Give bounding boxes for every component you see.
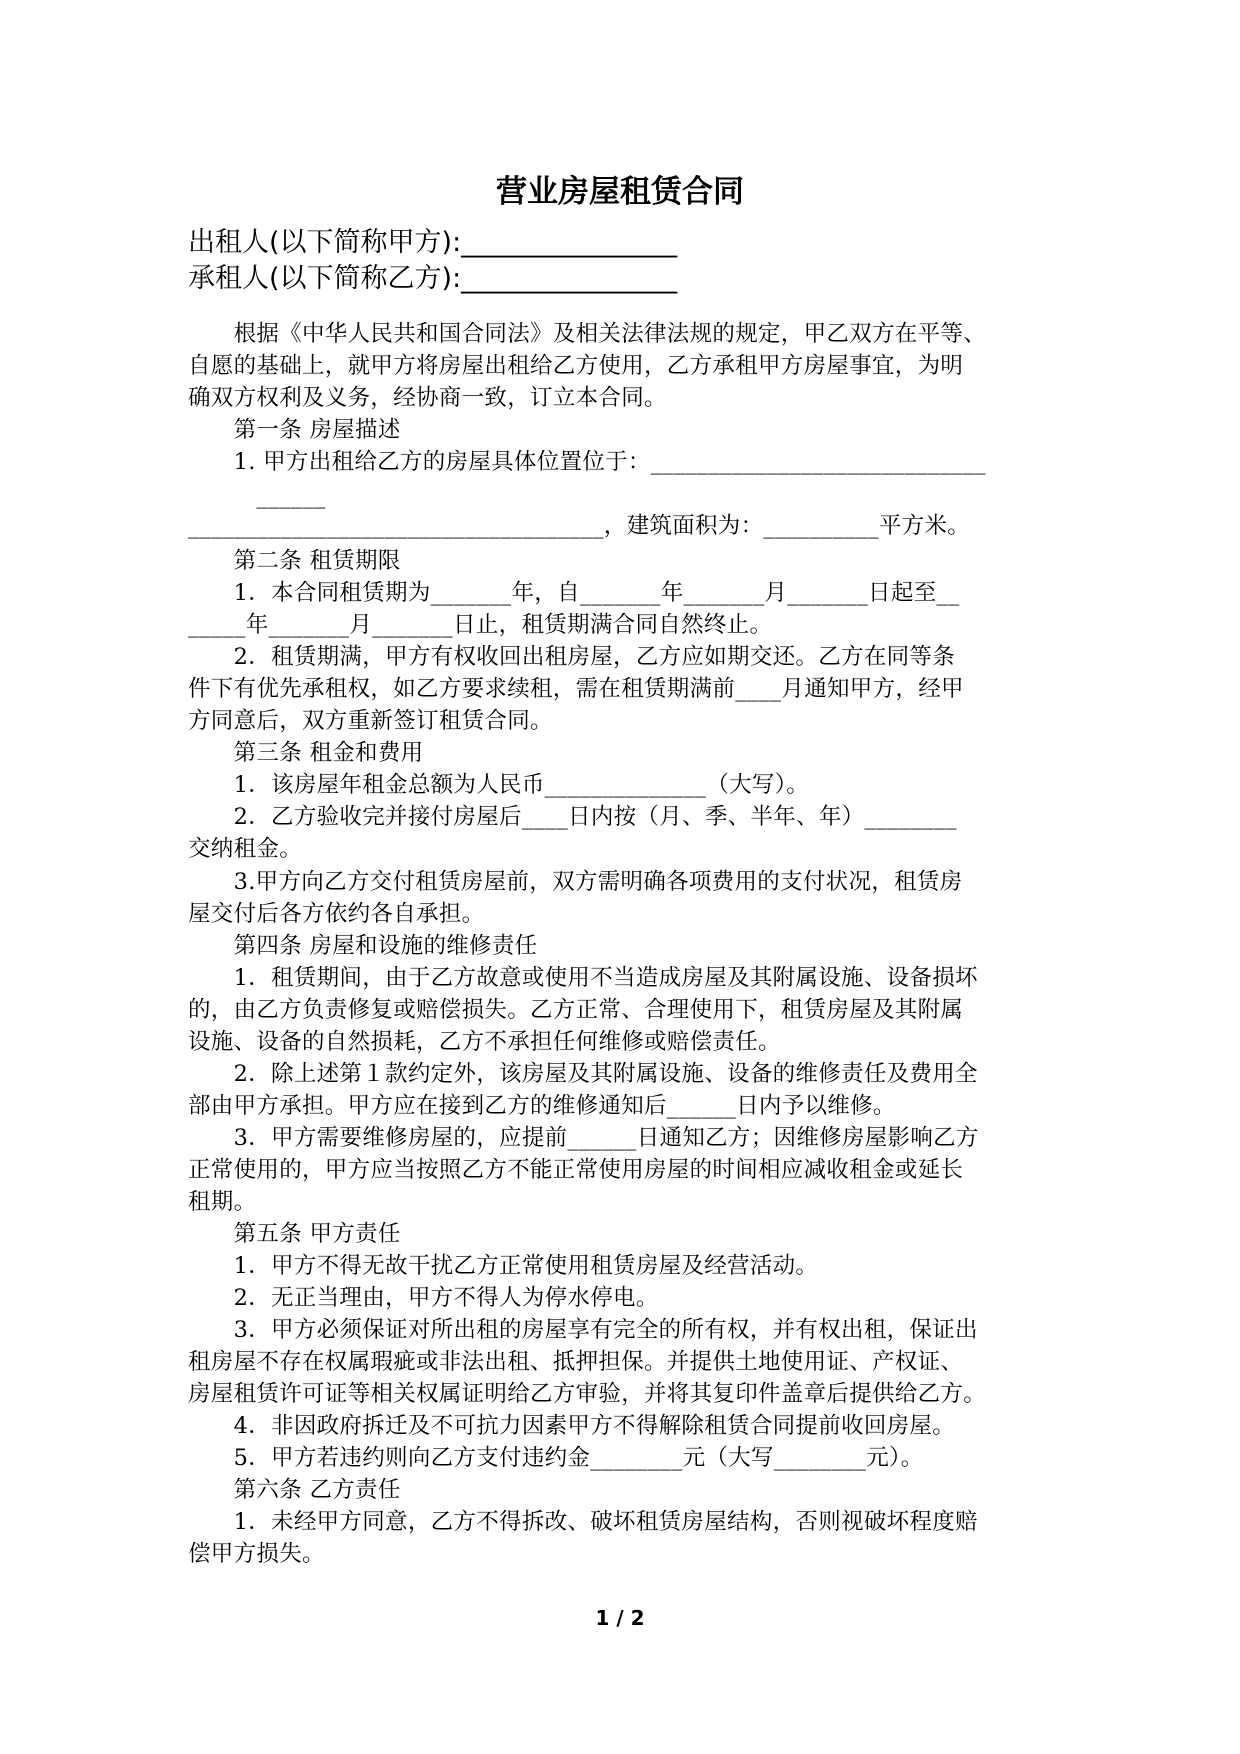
contract-line: 租期。 bbox=[188, 1189, 257, 1215]
contract-line: 第六条 乙方责任 bbox=[188, 1477, 401, 1503]
contract-line: 3．甲方必须保证对所出租的房屋享有完全的所有权，并有权出租，保证出 bbox=[188, 1317, 978, 1343]
contract-line: 5．甲方若违约则向乙方支付违约金________元（大写________元）。 bbox=[188, 1445, 924, 1471]
contract-line: 第三条 租金和费用 bbox=[188, 740, 424, 766]
contract-line: 1．本合同租赁期为_______年，自_______年_______月_______日起至__ bbox=[188, 580, 960, 606]
contract-line: 屋交付后各方依约各自承担。 bbox=[188, 901, 485, 927]
contract-line: ______ bbox=[188, 483, 326, 509]
contract-line: 租房屋不存在权属瑕疵或非法出租、抵押担保。并提供土地使用证、产权证、 bbox=[188, 1349, 964, 1375]
contract-line: 第五条 甲方责任 bbox=[188, 1221, 401, 1247]
contract-line: 4．非因政府拆迁及不可抗力因素甲方不得解除租赁合同提前收回房屋。 bbox=[188, 1413, 956, 1439]
contract-line: 3．甲方需要维修房屋的，应提前______日通知乙方；因维修房屋影响乙方 bbox=[188, 1125, 979, 1151]
contract-line: 方同意后，双方重新签订租赁合同。 bbox=[188, 708, 553, 734]
contract-line: 的，由乙方负责修复或赔偿损失。乙方正常、合理使用下，租赁房屋及其附属 bbox=[188, 997, 964, 1023]
contract-line: 1．该房屋年租金总额为人民币______________（大写）。 bbox=[188, 772, 810, 798]
contract-line: 设施、设备的自然损耗，乙方不承担任何维修或赔偿责任。 bbox=[188, 1029, 781, 1055]
lessor-line: 出租人(以下简称甲方):________________ bbox=[188, 227, 678, 258]
contract-line: 部由甲方承担。甲方应在接到乙方的维修通知后______日内予以维修。 bbox=[188, 1093, 896, 1119]
contract-line: 2．除上述第１款约定外，该房屋及其附属设施、设备的维修责任及费用全 bbox=[188, 1061, 978, 1087]
contract-line: 1. 甲方出租给乙方的房屋具体位置位于：_____________________________ bbox=[188, 449, 986, 475]
contract-line: 件下有优先承租权，如乙方要求续租，需在租赁期满前____月通知甲方，经甲 bbox=[188, 676, 964, 702]
contract-line: ____________________________________，建筑面积为：__________平方米。 bbox=[188, 513, 971, 539]
lessee-line: 承租人(以下简称乙方):________________ bbox=[188, 263, 678, 294]
contract-line: 房屋租赁许可证等相关权属证明给乙方审验，并将其复印件盖章后提供给乙方。 bbox=[188, 1381, 987, 1407]
contract-line: 交纳租金。 bbox=[188, 836, 303, 862]
contract-line: 偿甲方损失。 bbox=[188, 1541, 325, 1567]
contract-line: 根据《中华人民共和国合同法》及相关法律法规的规定，甲乙双方在平等、 bbox=[188, 321, 987, 347]
contract-line: 2．乙方验收完并接付房屋后____日内按（月、季、半年、年）________ bbox=[188, 804, 957, 830]
contract-line: 第二条 租赁期限 bbox=[188, 548, 401, 574]
contract-line: 第一条 房屋描述 bbox=[188, 417, 401, 443]
contract-line: 3.甲方向乙方交付租赁房屋前，双方需明确各项费用的支付状况，租赁房 bbox=[188, 869, 963, 895]
page-number: 1 / 2 bbox=[595, 1606, 645, 1630]
contract-line: 正常使用的，甲方应当按照乙方不能正常使用房屋的时间相应减收租金或延长 bbox=[188, 1157, 964, 1183]
contract-line: 确双方权利及义务，经协商一致，订立本合同。 bbox=[188, 385, 667, 411]
contract-line: 2．无正当理由，甲方不得人为停水停电。 bbox=[188, 1285, 659, 1311]
contract-line: 第四条 房屋和设施的维修责任 bbox=[188, 933, 538, 959]
contract-line: 自愿的基础上，就甲方将房屋出租给乙方使用，乙方承租甲方房屋事宜，为明 bbox=[188, 353, 964, 379]
document-title: 营业房屋租赁合同 bbox=[496, 174, 744, 210]
contract-line: 1．租赁期间，由于乙方故意或使用不当造成房屋及其附属设施、设备损坏 bbox=[188, 965, 978, 991]
contract-line: 1．未经甲方同意，乙方不得拆改、破坏租赁房屋结构，否则视破坏程度赔 bbox=[188, 1509, 978, 1535]
contract-line: 2．租赁期满，甲方有权收回出租房屋，乙方应如期交还。乙方在同等条 bbox=[188, 644, 956, 670]
contract-line: _____年_______月_______日止，租赁期满合同自然终止。 bbox=[188, 612, 773, 638]
contract-line: 1．甲方不得无故干扰乙方正常使用租赁房屋及经营活动。 bbox=[188, 1253, 819, 1279]
